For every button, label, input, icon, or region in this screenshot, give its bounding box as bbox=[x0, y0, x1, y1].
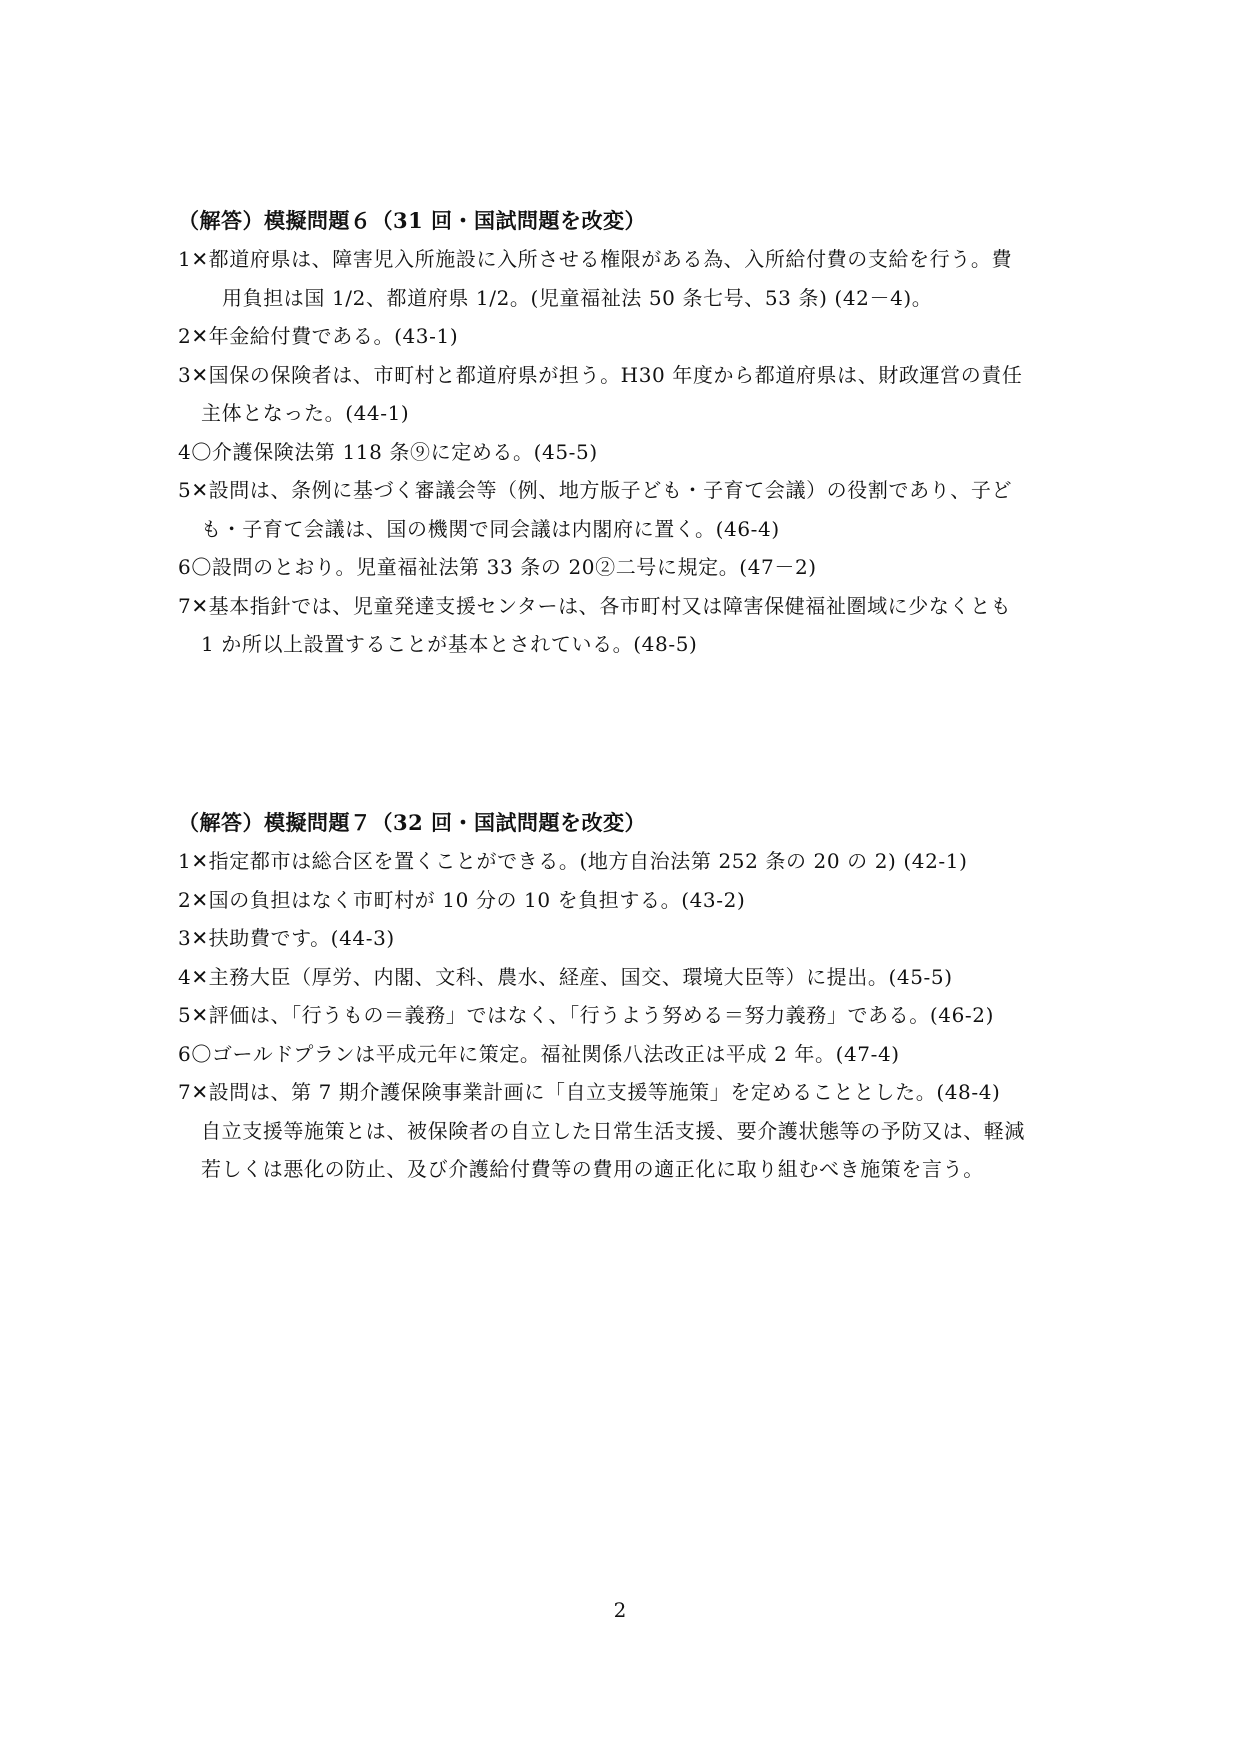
answer-line: 7✕基本指針では、児童発達支援センターは、各市町村又は障害保健福祉圏域に少なくとも bbox=[178, 593, 1012, 618]
page-number: 2 bbox=[613, 1598, 627, 1622]
answer-line: 4✕主務大臣（厚労、内閣、文科、農水、経産、国交、環境大臣等）に提出。(45-5) bbox=[178, 964, 953, 989]
answer-line: 6〇ゴールドプランは平成元年に策定。福祉関係八法改正は平成 2 年。(47-4) bbox=[178, 1041, 900, 1066]
answer-item-1 bbox=[178, 240, 1078, 317]
answer-item-7 bbox=[178, 587, 1078, 664]
answer-line: 6〇設問のとおり。児童福祉法第 33 条の 20②二号に規定。(47－2) bbox=[178, 555, 817, 579]
answer-line: 5✕評価は、「行うもの＝義務」ではなく、「行うよう努める＝努力義務」である。(46-2) bbox=[178, 1003, 995, 1027]
answer-item-4 bbox=[178, 433, 1078, 472]
answer-line: 1✕都道府県は、障害児入所施設に入所させる権限がある為、入所給付費の支給を行う。費 bbox=[178, 247, 1013, 271]
answer-line: 1 か所以上設置することが基本とされている。(48-5) bbox=[201, 632, 698, 656]
answer-item-2 bbox=[178, 881, 1078, 920]
answer-line: 用負担は国 1/2、都道府県 1/2。(児童福祉法 50 条七号、53 条) (42－4)。 bbox=[222, 285, 933, 310]
answer-line: 5✕設問は、条例に基づく審議会等（例、地方版子ども・子育て会議）の役割であり、子ど bbox=[178, 478, 1013, 502]
answer-line: 主体となった。(44-1) bbox=[201, 401, 410, 425]
section-title: （解答）模擬問題７（32 回・国試問題を改変） bbox=[178, 810, 647, 835]
answer-line: 2✕年金給付費である。(43-1) bbox=[178, 324, 459, 348]
answer-line: 3✕扶助費です。(44-3) bbox=[178, 926, 395, 950]
answer-line: 4〇介護保険法第 118 条⑨に定める。(45-5) bbox=[178, 439, 598, 464]
answer-line: 2✕国の負担はなく市町村が 10 分の 10 を負担する。(43-2) bbox=[178, 887, 746, 912]
answer-item-3 bbox=[178, 919, 1078, 958]
answer-section-6 bbox=[178, 206, 1078, 664]
answer-item-5 bbox=[178, 996, 1078, 1035]
answer-item-1 bbox=[178, 842, 1078, 881]
answer-item-4 bbox=[178, 958, 1078, 997]
answer-line: 自立支援等施策とは、被保険者の自立した日常生活支援、要介護状態等の予防又は、軽減 bbox=[201, 1118, 1025, 1143]
answer-item-6 bbox=[178, 1035, 1078, 1074]
answer-item-5 bbox=[178, 471, 1078, 548]
answer-section-7 bbox=[178, 808, 1078, 1189]
section-title: （解答）模擬問題６（31 回・国試問題を改変） bbox=[178, 208, 647, 233]
answer-line: 1✕指定都市は総合区を置くことができる。(地方自治法第 252 条の 20 の 2) (42-1) bbox=[178, 849, 968, 873]
answer-line: も・子育て会議は、国の機関で同会議は内閣府に置く。(46-4) bbox=[201, 516, 780, 541]
answer-line: 若しくは悪化の防止、及び介護給付費等の費用の適正化に取り組むべき施策を言う。 bbox=[201, 1157, 984, 1181]
answer-item-7 bbox=[178, 1073, 1078, 1189]
answer-line: 3✕国保の保険者は、市町村と都道府県が担う。H30 年度から都道府県は、財政運営の責任 bbox=[178, 362, 1023, 387]
answer-line: 7✕設問は、第 7 期介護保険事業計画に「自立支援等施策」を定めることとした。(48-4) bbox=[178, 1080, 1001, 1104]
answer-item-2 bbox=[178, 317, 1078, 356]
answer-item-6 bbox=[178, 548, 1078, 587]
answer-item-3 bbox=[178, 356, 1078, 433]
